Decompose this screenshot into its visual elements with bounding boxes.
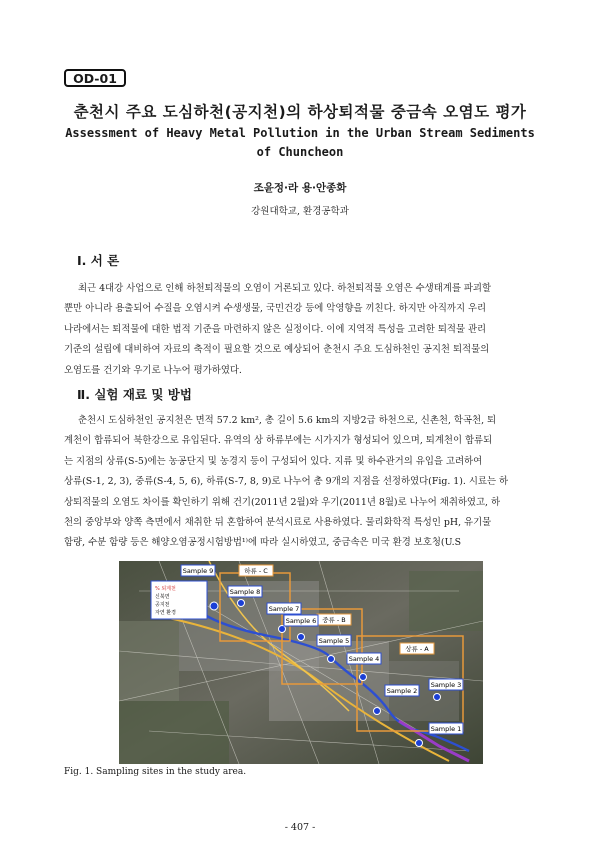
svg-text:Sample 7: Sample 7 xyxy=(268,605,300,613)
sampling-site-map xyxy=(119,561,483,764)
svg-text:Sample 2: Sample 2 xyxy=(386,687,418,695)
affiliation: 강원대학교, 환경공학과 xyxy=(251,206,349,217)
methods-line: 상류(S-1, 2, 3), 중류(S-4, 5, 6), 하류(S-7, 8, 9)로 나누어 총 9개의 지점을 선정하였다(Fig. 1). 시료는 하 xyxy=(64,476,509,488)
map-inset-box xyxy=(151,581,207,619)
intro-line: 기준의 설립에 대비하여 자료의 축적이 필요할 것으로 예상되어 춘천시 주요 도심하천인 공지천 퇴적물의 xyxy=(64,344,490,356)
title-english-line-1: Assessment of Heavy Metal Pollution in the Urban Stream Sediments xyxy=(65,126,535,140)
methods-line: 계천이 합류되어 북한강으로 유입된다. 유역의 상 하류부에는 시가지가 형성되어 있으며, 퇴계천이 합류되 xyxy=(64,435,493,447)
title-english xyxy=(60,124,540,162)
forest-area xyxy=(409,571,483,631)
introduction-paragraph xyxy=(64,279,536,381)
svg-text:신북면: 신북면 xyxy=(155,594,170,600)
methods-line: 함량, 수분 함량 등은 해양오염공정시험방법¹⁾에 따라 실시하였고, 중금속은 미국 환경 보호청(U.S xyxy=(64,537,462,549)
methods-line: 천의 중앙부와 양쪽 측면에서 채취한 뒤 혼합하여 분석시료로 사용하였다. 물리화학적 특성인 pH, 유기물 xyxy=(64,517,492,529)
methods-line: 상퇴적물의 오염도 차이를 확인하기 위해 건기(2011년 2월)와 우기(2011년 8월)로 나누어 채취하였고, 하 xyxy=(64,496,501,508)
svg-text:중류 - B: 중류 - B xyxy=(322,616,346,624)
svg-text:하류 - C: 하류 - C xyxy=(244,567,268,575)
methods-line: 는 지점의 상류(S-5)에는 농공단지 및 농경지 등이 구성되어 있다. 지류 및 하수관거의 유입을 고려하여 xyxy=(64,455,483,467)
svg-text:Sample 4: Sample 4 xyxy=(348,655,380,663)
intro-line: 뿐만 아니라 용출되어 수질을 오염시켜 수생생물, 국민건강 등에 악영향을 끼친다. 하지만 아직까지 우리 xyxy=(64,303,487,315)
region-label-a xyxy=(400,643,434,654)
session-code-badge: OD-01 xyxy=(64,69,126,87)
svg-text:% 퇴계천: % 퇴계천 xyxy=(155,586,176,592)
svg-text:Sample 3: Sample 3 xyxy=(430,681,462,689)
svg-text:상류 - A: 상류 - A xyxy=(405,645,429,653)
section-heading-introduction: Ⅰ. 서 론 xyxy=(77,253,120,268)
title-korean: 춘천시 주요 도심하천(공지천)의 하상퇴적물 중금속 오염도 평가 xyxy=(73,103,527,121)
intro-line: 최근 4대강 사업으로 인해 하천퇴적물의 오염이 거론되고 있다. 하천퇴적물 오염은 수생태계를 파괴할 xyxy=(78,283,492,294)
svg-text:Sample 8: Sample 8 xyxy=(229,588,261,596)
intro-line: 오염도를 건기와 우기로 나누어 평가하였다. xyxy=(64,364,242,376)
region-label-c xyxy=(239,565,273,576)
methods-paragraph xyxy=(64,411,536,554)
region-label-b xyxy=(317,614,351,625)
urban-area xyxy=(119,621,179,701)
intro-line: 나라에서는 퇴적물에 대한 법적 기준을 마련하지 않은 실정이다. 이에 지역적 특성을 고려한 퇴적물 관리 xyxy=(64,323,487,335)
svg-text:Sample 6: Sample 6 xyxy=(285,617,317,625)
figure-caption: Fig. 1. Sampling sites in the study area. xyxy=(64,767,247,777)
methods-line: 춘천시 도심하천인 공지천은 면적 57.2 km², 총 길이 5.6 km의 지방2급 하천으로, 신촌천, 학곡천, 퇴 xyxy=(78,415,497,426)
svg-text:Sample 9: Sample 9 xyxy=(182,567,214,575)
page-number: - 407 - xyxy=(284,822,316,833)
title-english-line-2: of Chuncheon xyxy=(256,145,344,159)
section-heading-methods: Ⅱ. 실험 재료 및 방법 xyxy=(77,387,192,402)
svg-text:자연 환경: 자연 환경 xyxy=(155,610,176,616)
authors: 조윤정·라 용·안종화 xyxy=(253,182,347,194)
svg-text:Sample 1: Sample 1 xyxy=(430,725,462,733)
svg-text:Sample 5: Sample 5 xyxy=(318,637,350,645)
svg-text:공지천: 공지천 xyxy=(155,602,170,608)
